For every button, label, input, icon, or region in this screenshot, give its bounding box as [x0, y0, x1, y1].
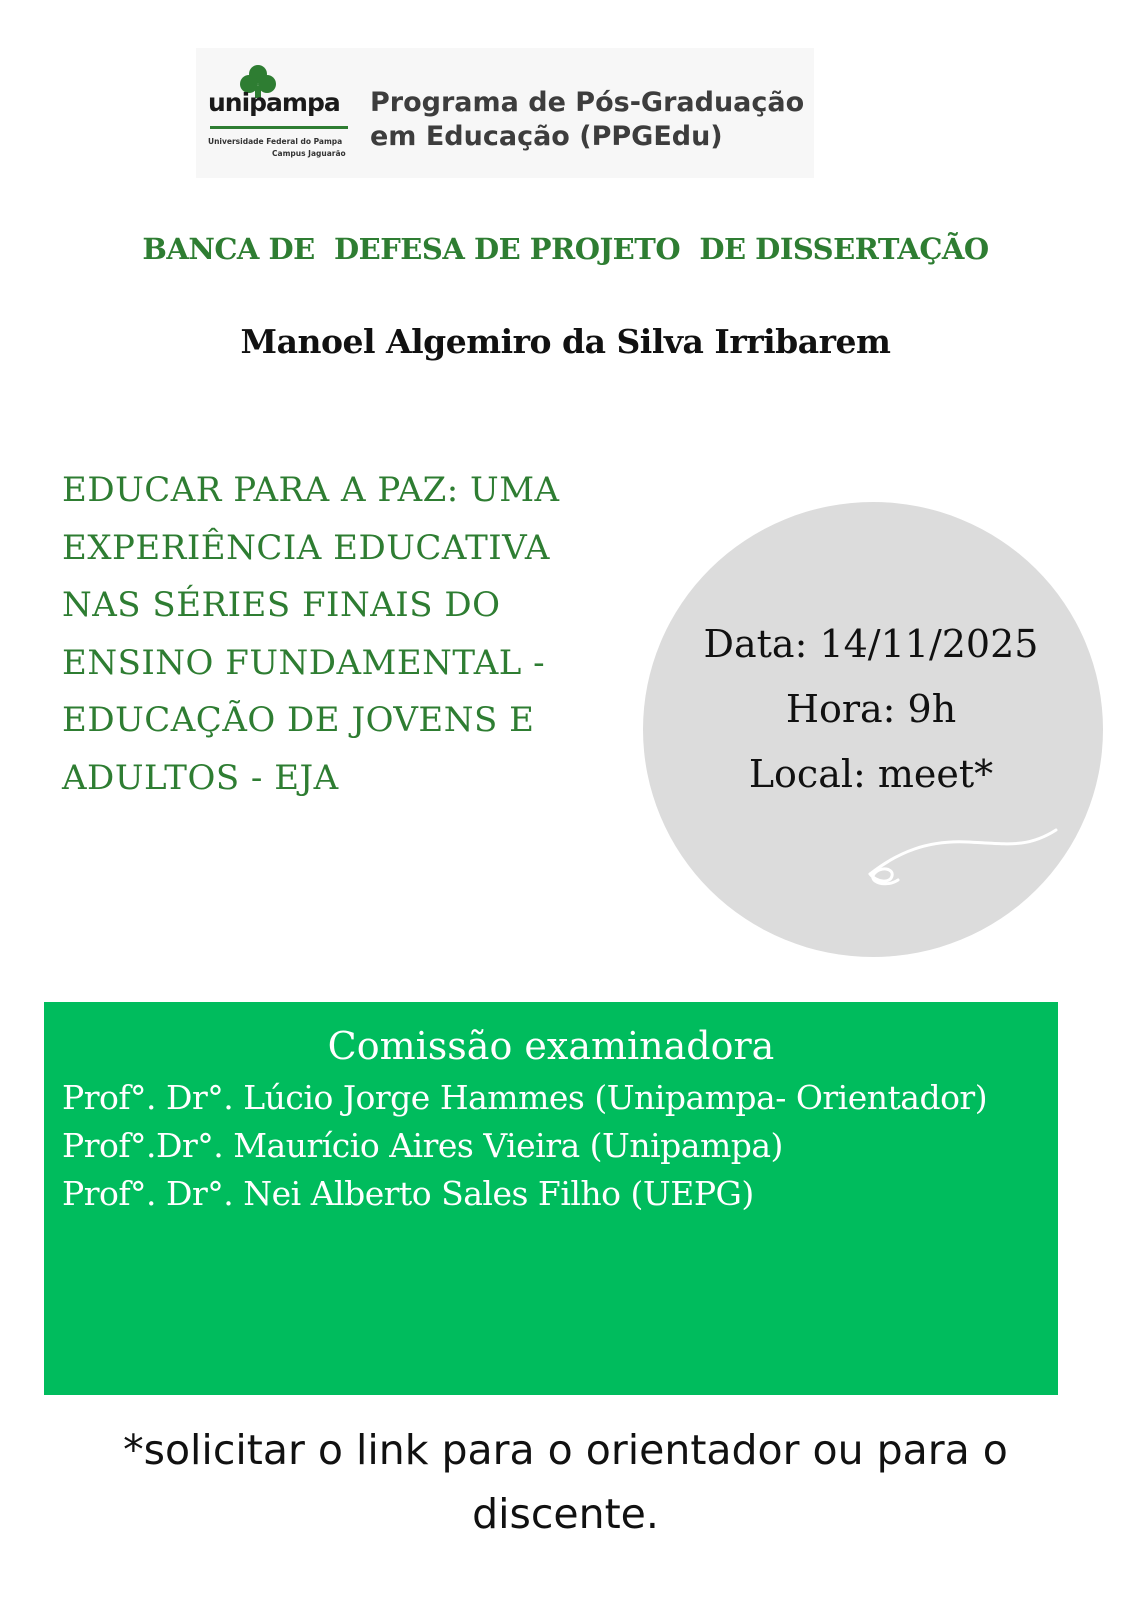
logo-wordmark: unipampa — [208, 88, 340, 117]
program-name-line-2: em Educação (PPGEdu) — [370, 121, 723, 152]
committee-title: Comissão examinadora — [327, 1024, 775, 1068]
program-name-line-1: Programa de Pós-Graduação — [370, 87, 805, 118]
event-info — [643, 612, 1099, 807]
banca-heading: BANCA DE DEFESA DE PROJETO DE DISSERTAÇÃO — [142, 232, 989, 266]
thesis-title-line: ENSINO FUNDAMENTAL - — [62, 642, 546, 683]
header-logo-banner — [196, 48, 814, 178]
logo-campus-name: Campus Jaguarão — [272, 149, 346, 158]
event-date: Data: 14/11/2025 — [703, 622, 1039, 666]
footnote-line: discente. — [472, 1490, 659, 1538]
thesis-title-line: EXPERIÊNCIA EDUCATIVA — [62, 527, 550, 568]
committee-member: Prof°. Dr°. Lúcio Jorge Hammes (Unipampa- Orientador) — [62, 1078, 988, 1117]
event-location: Local: meet* — [748, 752, 994, 796]
thesis-title-line: EDUCAÇÃO DE JOVENS E — [62, 700, 535, 740]
event-time: Hora: 9h — [785, 687, 957, 731]
thesis-title-line: NAS SÉRIES FINAIS DO — [62, 585, 501, 625]
thesis-title-line: EDUCAR PARA A PAZ: UMA — [62, 470, 560, 510]
program-name — [370, 86, 804, 154]
thesis-title-line: ADULTOS - EJA — [62, 757, 339, 798]
committee-member: Prof°. Dr°. Nei Alberto Sales Filho (UEPG) — [62, 1174, 754, 1213]
logo-underline — [210, 126, 348, 129]
footnote — [0, 1418, 1131, 1546]
logo-university-name: Universidade Federal do Pampa — [208, 137, 343, 146]
thesis-title — [62, 462, 622, 807]
committee-member: Prof°.Dr°. Maurício Aires Vieira (Unipampa) — [62, 1126, 783, 1165]
footnote-line: *solicitar o link para o orientador ou para o — [123, 1426, 1008, 1474]
decorative-swirl-icon — [858, 822, 1064, 892]
author-name: Manoel Algemiro da Silva Irribarem — [240, 322, 891, 361]
committee-panel — [44, 1002, 1058, 1395]
